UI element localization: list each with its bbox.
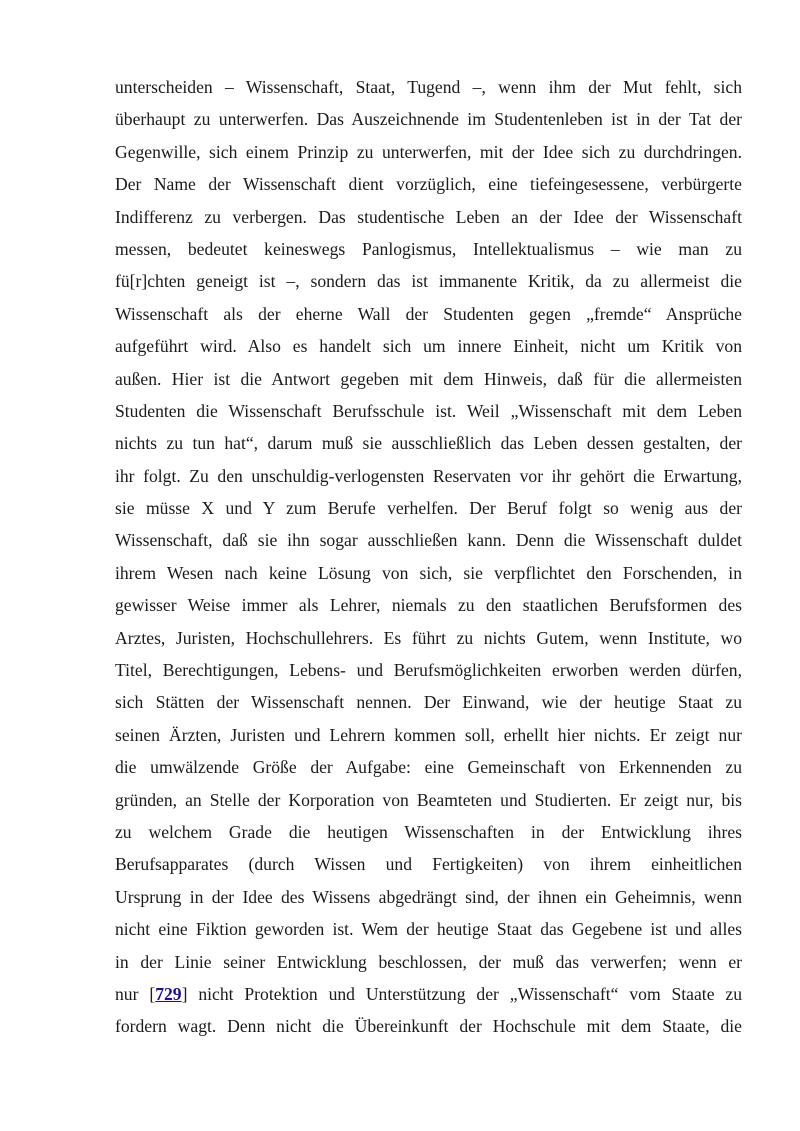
page-number-link[interactable]: 729 bbox=[155, 983, 182, 1004]
text-line-21: seinen Ärzten, Juristen und Lehrern kommen soll, erhellt hier nichts. Er zeigt nur bbox=[115, 724, 742, 745]
text-line-29-end: nicht Protektion und Unterstützung der „Wissenschaft“ vom Staate zu bbox=[187, 983, 742, 1004]
text-line-26: Ursprung in der Idee des Wissens abgedrängt sind, der ihnen ein Geheimnis, wenn bbox=[115, 886, 742, 907]
text-line-20: sich Stätten der Wissenschaft nennen. Der Einwand, wie der heutige Staat zu bbox=[115, 692, 742, 713]
text-line-30: fordern wagt. Denn nicht die Übereinkunft der Hochschule mit dem Staate, die bbox=[115, 1016, 742, 1037]
text-line-4: Der Name der Wissenschaft dient vorzüglich, eine tiefeingesessene, verbürgerte bbox=[115, 174, 742, 195]
text-line-13: ihr folgt. Zu den unschuldig-verlogensten Reservaten vor ihr gehört die Erwartung, bbox=[115, 465, 742, 486]
text-line-29-start: nur bbox=[115, 983, 150, 1004]
text-line-28: in der Linie seiner Entwicklung beschlossen, der muß das verwerfen; wenn er bbox=[115, 951, 742, 972]
text-line-5: Indifferenz zu verbergen. Das studentische Leben an der Idee der Wissenschaft bbox=[115, 206, 742, 227]
text-line-23: gründen, an Stelle der Korporation von Beamteten und Studierten. Er zeigt nur, bis bbox=[115, 789, 742, 810]
text-line-10: außen. Hier ist die Antwort gegeben mit dem Hinweis, daß für die allermeisten bbox=[115, 368, 742, 389]
page-ref-bracket-open: [ bbox=[149, 983, 156, 1004]
text-line-24: zu welchem Grade die heutigen Wissenschaften in der Entwicklung ihres bbox=[115, 821, 742, 842]
text-line-18: Arztes, Juristen, Hochschullehrers. Es führt zu nichts Gutem, wenn Institute, wo bbox=[115, 627, 742, 648]
text-line-6: messen, bedeutet keineswegs Panlogismus, Intellektualismus – wie man zu bbox=[115, 238, 742, 259]
text-line-16: ihrem Wesen nach keine Lösung von sich, sie verpflichtet den Forschenden, in bbox=[115, 562, 742, 583]
text-line-1: unterscheiden – Wissenschaft, Staat, Tugend –, wenn ihm der Mut fehlt, sich bbox=[115, 77, 742, 97]
page-ref-bracket-close: ] bbox=[181, 983, 188, 1004]
text-line-7: fü[r]chten geneigt ist –, sondern das ist immanente Kritik, da zu allermeist die bbox=[115, 271, 742, 292]
text-line-27: nicht eine Fiktion geworden ist. Wem der heutige Staat das Gegebene ist und alles bbox=[115, 919, 742, 940]
text-line-14: sie müsse X und Y zum Berufe verhelfen. Der Beruf folgt so wenig aus der bbox=[115, 498, 742, 519]
text-line-11: Studenten die Wissenschaft Berufsschule ist. Weil „Wissenschaft mit dem Leben bbox=[115, 400, 742, 421]
text-line-15: Wissenschaft, daß sie ihn sogar ausschließen kann. Denn die Wissenschaft duldet bbox=[115, 530, 742, 551]
text-line-29 bbox=[115, 978, 742, 1010]
text-line-8: Wissenschaft als der eherne Wall der Studenten gegen „fremde“ Ansprüche bbox=[115, 303, 742, 324]
text-line-25: Berufsapparates (durch Wissen und Fertigkeiten) von ihrem einheitlichen bbox=[115, 854, 742, 875]
text-line-9: aufgeführt wird. Also es handelt sich um innere Einheit, nicht um Kritik von bbox=[115, 336, 742, 357]
text-line-2: überhaupt zu unterwerfen. Das Auszeichnende im Studentenleben ist in der Tat der bbox=[115, 109, 742, 130]
text-line-19: Titel, Berechtigungen, Lebens- und Berufsmöglichkeiten erworben werden dürfen, bbox=[115, 660, 742, 681]
text-line-12: nichts zu tun hat“, darum muß sie ausschließlich das Leben dessen gestalten, der bbox=[115, 433, 742, 454]
document-page bbox=[115, 71, 742, 1043]
text-line-17: gewisser Weise immer als Lehrer, niemals zu den staatlichen Berufsformen des bbox=[115, 595, 742, 616]
text-line-3: Gegenwille, sich einem Prinzip zu unterwerfen, mit der Idee sich zu durchdringen. bbox=[115, 141, 742, 162]
text-line-22: die umwälzende Größe der Aufgabe: eine Gemeinschaft von Erkennenden zu bbox=[115, 757, 742, 778]
